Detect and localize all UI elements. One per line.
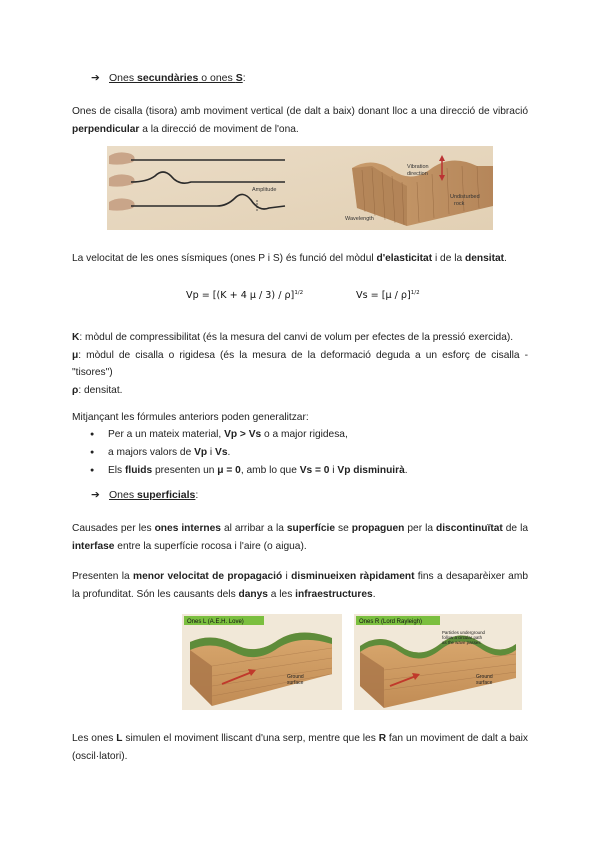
undisturbed-label: Undisturbed [450,194,480,200]
section-heading-surface-waves: ➔ Ones superficials: [91,489,199,501]
heading-title: Ones secundàries o ones S [109,72,243,84]
surface-waves-illustration [182,614,522,710]
love-wave-label: Ones L (A.E.H. Love) [187,619,244,625]
particles-note-line2: follow a circular path [442,635,483,640]
paragraph-generalization: Mitjançant les fórmules anteriors poden generalitzar: [72,412,309,423]
list-item: ● Per a un mateix material, Vp > Vs o a major rigidesa, [90,426,408,444]
paragraph-velocity: La velocitat de les ones sísmiques (ones P i S) és funció del mòdul d'elasticitat i de la densitat. [72,253,507,264]
rayleigh-wave-panel [354,614,522,710]
ground-label: Ground [287,674,304,680]
section-heading-secondary-waves: ➔ Ones secundàries o ones S: [91,72,246,84]
surface-label: surface [476,680,493,686]
paragraph-l-r-comparison: Les ones L simulen el moviment lliscant d'una serp, mentre que les R fan un moviment de dalt a baix (oscil·latori). [72,733,528,762]
ground-label: Ground [476,674,493,680]
arrow-right-icon: ➔ [91,72,100,84]
love-wave-panel [182,614,342,710]
paragraph-surface-velocity: Presenten la menor velocitat de propagació i disminueixen ràpidament fins a desaparèixer amb la profunditat. Són les causants dels danys a les infraestructures. [72,571,528,600]
heading-title: Ones superficials [109,489,196,501]
definition-k: K: mòdul de compressibilitat (és la mesura del canvi de volum per efectes de la pressió exercida). [72,332,514,343]
particles-note-line1: Particles underground [442,630,485,635]
paragraph-s-waves-description: Ones de cisalla (tisora) amb moviment vertical (de dalt a baix) donant lloc a una direcció de vibració perpendicular a la direcció de moviment de l'ona. [72,106,528,135]
definition-mu: μ: mòdul de cisalla o rigidesa (és la mesura de la deformació deguda a un esforç de cisalla - "tisores") [72,349,528,378]
paragraph-surface-cause: Causades per les ones internes al arribar a la superfície se propaguen per la discontinuïtat de la interfase entre la superfície rocosa i l'aire (o aigua). [72,523,529,552]
vibration-label: Vibration [407,164,429,170]
list-item: ● a majors valors de Vp i Vs. [90,444,408,462]
list-item: ● Els fluids presenten un μ = 0, amb lo que Vs = 0 i Vp disminuirà. [90,462,408,480]
generalization-list [90,426,408,479]
s-wave-illustration [107,146,493,230]
particles-note-line3: as the wave passes [442,640,481,645]
definitions-block [72,329,528,399]
formula-vs: Vs = [μ / ρ]$^{1/2}$ [356,290,420,302]
surface-label: surface [287,680,304,686]
arrow-right-icon: ➔ [91,489,100,501]
rock-label: rock [454,201,465,207]
formula-vp: Vp = [(K + 4 μ / 3) / ρ]$^{1/2}$ [186,290,304,302]
direction-label: direction [407,171,428,177]
wavelength-label: Wavelength [345,216,374,222]
definition-rho: ρ: densitat. [72,384,123,396]
rayleigh-wave-label: Ones R (Lord Rayleigh) [359,619,423,625]
amplitude-label: Amplitude [252,187,277,193]
hand-icons [109,152,135,210]
